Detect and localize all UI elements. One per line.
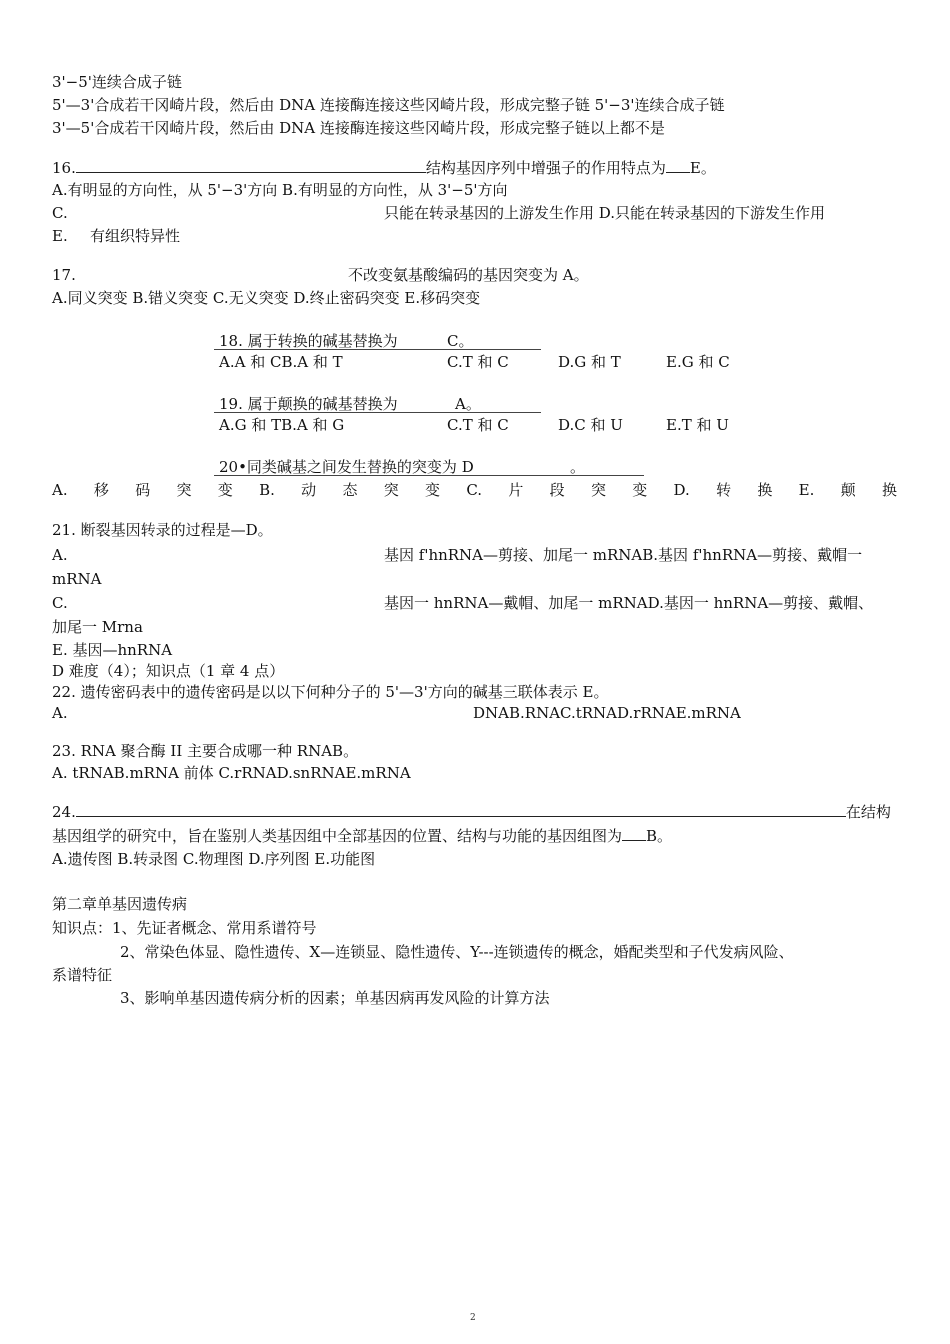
option-cell: C.T 和 C: [447, 416, 509, 434]
answer: A。: [455, 395, 481, 413]
blank-underline: [666, 158, 690, 173]
knowledge-point-cont: 系谱特征: [52, 966, 113, 984]
option-token: 突: [176, 481, 192, 499]
answer: C。: [447, 332, 474, 350]
question-end: 。: [570, 458, 586, 476]
option-cell: A.A 和 CB.A 和 T: [219, 353, 343, 371]
option-token: 突: [590, 481, 606, 499]
blank-underline: [76, 158, 426, 173]
chapter-title: 第二章单基因遗传病: [52, 895, 188, 913]
options-line-cont: 加尾一 Mrna: [52, 618, 143, 636]
knowledge-point: 知识点：1、先证者概念、常用系谱符号: [52, 919, 317, 937]
option-cell: E.G 和 C: [666, 353, 730, 371]
meta-note: D 难度（4）；知识点（1 章 4 点）: [52, 662, 285, 680]
option-token: 段: [549, 481, 565, 499]
question-20-stem: 20•同类碱基之间发生替换的突变为 D: [219, 458, 474, 476]
options-line: 基因 f'hnRNA—剪接、加尾一 mRNAB.基因 f'hnRNA—剪接、戴帽一: [384, 546, 863, 564]
answer: E。: [689, 159, 716, 177]
option-cell: C.T 和 C: [447, 353, 509, 371]
options-line: A.有明显的方向性，从 5'−3'方向 B.有明显的方向性，从 3'−5'方向: [52, 181, 508, 199]
question-24-cont: [52, 826, 672, 846]
question-18-stem: 18. 属于转换的碱基替换为: [219, 332, 398, 350]
option-token: B.: [259, 481, 275, 499]
question-21-stem: 21. 断裂基因转录的过程是—D。: [52, 521, 273, 539]
option-token: 变: [425, 481, 441, 499]
option-token: D.: [673, 481, 690, 499]
table-rule: [214, 349, 541, 350]
option-cell: A.G 和 TB.A 和 G: [219, 416, 345, 434]
option-cell: D.G 和 T: [558, 353, 621, 371]
option-token: E.: [798, 481, 815, 499]
question-20-options: [52, 480, 897, 500]
question-number: 16.: [52, 159, 76, 177]
option-label: C.: [52, 204, 68, 222]
text-line: 5'—3'合成若干冈崎片段，然后由 DNA 连接酶连接这些冈崎片段，形成完整子链 5'−3'连续合成子链: [52, 96, 725, 114]
options-line: DNAB.RNAC.tRNAD.rRNAE.mRNA: [473, 704, 741, 722]
question-22-stem: 22. 遗传密码表中的遗传密码是以以下何种分子的 5'—3'方向的碱基三联体表示 E。: [52, 683, 609, 701]
knowledge-point: 2、常染色体显、隐性遗传、X—连锁显、隐性遗传、Y---连锁遗传的概念，婚配类型和子代发病风险、: [120, 943, 794, 961]
option-token: A.: [52, 481, 68, 499]
knowledge-point: 3、影响单基因遗传病分析的因素；单基因病再发风险的计算方法: [120, 989, 550, 1007]
question-24-stem: [52, 802, 891, 822]
question-number: 17.: [52, 266, 76, 284]
option-token: 变: [632, 481, 648, 499]
text-line: 3'—5'合成若干冈崎片段，然后由 DNA 连接酶连接这些冈崎片段，形成完整子链以上都不是: [52, 119, 665, 137]
table-rule: [214, 412, 541, 413]
options-line: A. tRNAB.mRNA 前体 C.rRNAD.snRNAE.mRNA: [52, 764, 411, 782]
option-cell: E.T 和 U: [666, 416, 729, 434]
question-19-stem: 19. 属于颠换的碱基替换为: [219, 395, 398, 413]
option-text: 有组织特异性: [90, 227, 181, 245]
option-token: 换: [881, 481, 897, 499]
option-label: E.: [52, 227, 68, 245]
option-cell: D.C 和 U: [558, 416, 623, 434]
question-number: 24.: [52, 803, 76, 821]
answer: B。: [646, 827, 673, 845]
option-token: 颠: [840, 481, 856, 499]
options-line: A.同义突变 B.错义突变 C.无义突变 D.终止密码突变 E.移码突变: [52, 289, 481, 307]
question-23-stem: 23. RNA 聚合酶 II 主要合成哪一种 RNAB。: [52, 742, 359, 760]
option-token: 片: [508, 481, 524, 499]
question-text: 不改变氨基酸编码的基因突变为 A。: [348, 266, 589, 284]
option-token: 动: [301, 481, 317, 499]
option-token: 转: [716, 481, 732, 499]
option-token: 变: [217, 481, 233, 499]
option-token: 突: [383, 481, 399, 499]
text-line: 3'−5'连续合成子链: [52, 73, 182, 91]
options-line: 基因一 hnRNA—戴帽、加尾一 mRNAD.基因一 hnRNA—剪接、戴帽、: [384, 594, 874, 612]
blank-underline: [76, 802, 846, 817]
question-16-stem: [52, 158, 716, 178]
option-token: 码: [135, 481, 151, 499]
option-token: 态: [342, 481, 358, 499]
table-rule: [214, 475, 644, 476]
options-line: 只能在转录基因的上游发生作用 D.只能在转录基因的下游发生作用: [384, 204, 826, 222]
blank-underline: [622, 826, 646, 841]
option-label: C.: [52, 594, 68, 612]
options-line: A.遗传图 B.转录图 C.物理图 D.序列图 E.功能图: [52, 850, 376, 868]
option-token: 移: [93, 481, 109, 499]
option-text: E. 基因—hnRNA: [52, 641, 173, 659]
question-text: 在结构: [845, 803, 891, 821]
option-label: A.: [52, 704, 68, 722]
question-text: 基因组学的研究中，旨在鉴别人类基因组中全部基因的位置、结构与功能的基因组图为: [52, 827, 623, 845]
option-token: C.: [466, 481, 483, 499]
option-token: 换: [757, 481, 773, 499]
options-line-cont: mRNA: [52, 570, 102, 588]
question-text: 结构基因序列中增强子的作用特点为: [425, 159, 666, 177]
page-number: 2: [470, 1313, 476, 1323]
option-label: A.: [52, 546, 68, 564]
